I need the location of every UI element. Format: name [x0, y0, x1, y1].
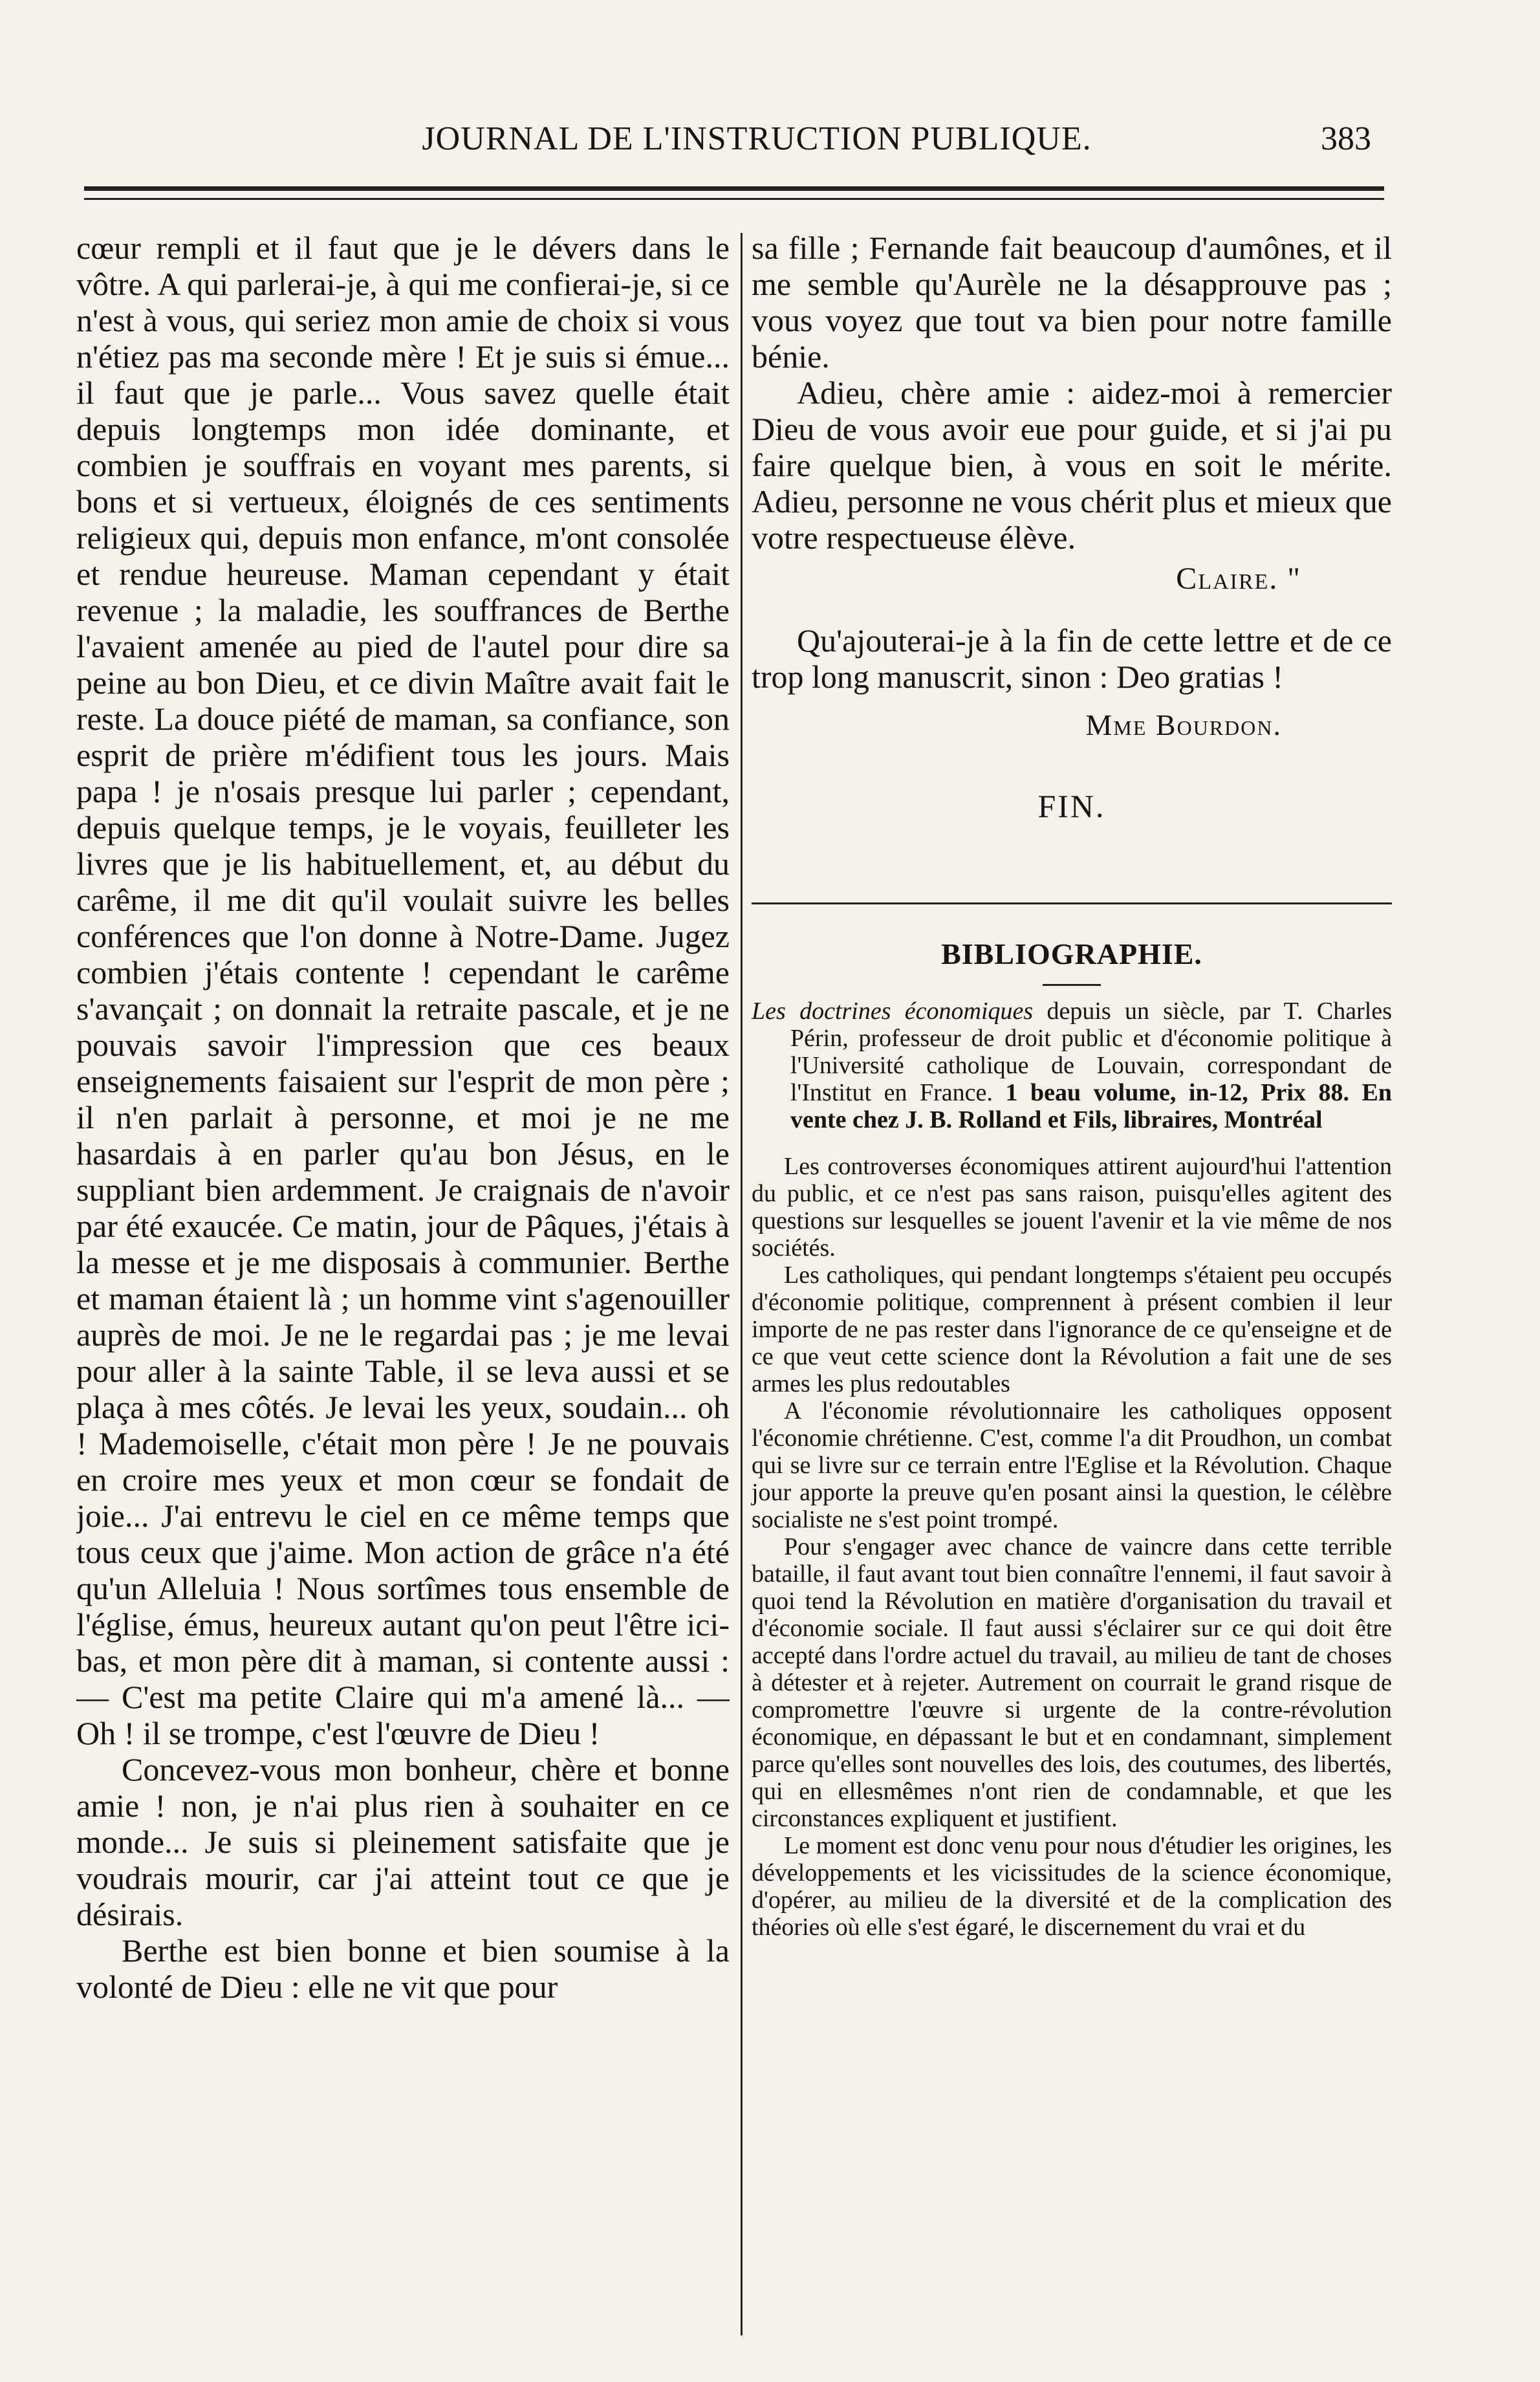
signature-claire: Claire. "	[1176, 562, 1301, 596]
short-rule	[1043, 984, 1101, 986]
right-paragraph: Adieu, chère amie : aidez-moi à remercier Dieu de vous avoir eue pour guide, et si j'ai pu faire quelque bien, à vous en soit le mérite. Adieu, personne ne vous chérit plus et mieux que votre respectueuse élève.	[752, 375, 1392, 556]
header-rule-thin	[84, 198, 1384, 200]
header-rule-thick	[84, 186, 1384, 191]
review-paragraph: Les catholiques, qui pendant longtemps s'étaient peu occupés d'économie politique, comprennent à présent combien il leur importe de ne pas rester dans l'ignorance de ce qu'enseigne et de ce que veut cette science dont la Révolution a fait une de ses armes les plus redoutables	[752, 1262, 1392, 1397]
section-divider	[752, 902, 1392, 904]
review-paragraph: Le moment est donc venu pour nous d'étudier les origines, les développements et les vicissitudes de la science économique, d'opérer, au milieu de la diversité et de la complication des théories où elle s'est égaré, le discernement du vrai et du	[752, 1832, 1392, 1941]
book-entry	[752, 998, 1392, 1133]
left-paragraph: Concevez-vous mon bonheur, chère et bonne amie ! non, je n'ai plus rien à souhaiter en ce monde... Je suis si pleinement satisfaite que je voudrais mourir, car j'ai atteint tout ce que je désirais.	[76, 1751, 730, 1932]
left-paragraph: Berthe est bien bonne et bien soumise à la volonté de Dieu : elle ne vit que pour	[76, 1932, 730, 2005]
running-title: JOURNAL DE L'INSTRUCTION PUBLIQUE.	[422, 120, 1092, 157]
page-header	[78, 120, 1371, 178]
bibliography-heading: BIBLIOGRAPHIE.	[941, 937, 1202, 970]
left-paragraph: cœur rempli et il faut que je le dévers dans le vôtre. A qui parlerai-je, à qui me confierai-je, si ce n'est à vous, qui seriez mon amie de choix si vous n'étiez pas ma seconde mère ! Et je suis si émue... il faut que je parle... Vous savez quelle était depuis longtemps mon idée dominante, et combien je souffrais en voyant mes parents, si bons et si vertueux, éloignés de ces sentiments religieux qui, depuis mon enfance, m'ont consolée et rendue heureuse. Maman cependant y était revenue ; la maladie, les souffrances de Berthe l'avaient amenée au pied de l'autel pour dire sa peine au bon Dieu, et ce divin Maître avait fait le reste. La douce piété de maman, sa confiance, son esprit de prière m'édifient tous les jours. Mais papa ! je n'osais presque lui parler ; cependant, depuis quelque temps, je le voyais, feuilleter les livres que je lis habituellement, et, au début du carême, il me dit qu'il voulait suivre les belles conférences que l'on donne à Notre-Dame. Jugez combien j'étais contente ! cependant le carême s'avançait ; on donnait la retraite pascale, et je ne pouvais savoir l'impression que ces beaux enseignements faisaient sur l'esprit de mon père ; il n'en parlait à personne, et moi je ne me hasardais à en parler qu'au bon Jésus, en le suppliant bien ardemment. Je craignais de n'avoir par été exaucée. Ce matin, jour de Pâques, j'étais à la messe et je me disposais à communier. Berthe et maman étaient là ; un homme vint s'agenouiller auprès de moi. Je ne le regardai pas ; je me levai pour aller à la sainte Table, il se leva aussi et se plaça à mes côtés. Je levai les yeux, soudain... oh ! Mademoiselle, c'était mon père ! Je ne pouvais en croire mes yeux et mon cœur se fondait de joie... J'ai entrevu le ciel en ce même temps que tous ceux que j'aime. Mon action de grâce n'a été qu'un Alleluia ! Nous sortîmes tous ensemble de l'église, émus, heureux autant qu'on peut l'être ici-bas, et mon père dit à maman, si contente aussi :— C'est ma petite Claire qui m'a amené là... — Oh ! il se trompe, c'est l'œuvre de Dieu !	[76, 230, 730, 1751]
review-text	[752, 1153, 1392, 1941]
right-column	[732, 230, 1392, 2300]
book-description: depuis un siècle, par T. Charles Périn, professeur de droit public et d'économie politique à l'Université catholique de Louvain, correspondant de l'Institut en France.	[790, 998, 1392, 1106]
review-paragraph: Pour s'engager avec chance de vaincre dans cette terrible bataille, il faut avant tout bien connaître l'ennemi, il faut savoir à quoi tend la Révolution en matière d'organisation du travail et d'économie sociale. Il faut aussi s'éclairer sur ce qui doit être accepté dans l'ordre actuel du travail, au milieu de tant de choses à détester et à rejeter. Autrement on courrait le grand risque de compromettre l'œuvre si urgente de la contre-révolution économique, en dépassant le but et en condamnant, simplement parce qu'elles sont nouvelles des lois, des coutumes, des libertés, qui en ellesmêmes n'ont rien de condamnable, et que les circonstances expliquent et justifient.	[752, 1533, 1392, 1832]
review-paragraph: Les controverses économiques attirent aujourd'hui l'attention du public, et ce n'est pas sans raison, puisqu'elles agitent des questions sur lesquelles se jouent l'avenir et la vie même de nos sociétés.	[752, 1153, 1392, 1262]
closing-paragraph: Qu'ajouterai-je à la fin de cette lettre et de ce trop long manuscrit, sinon : Deo gratias !	[752, 622, 1392, 695]
book-title: Les doctrines économiques	[752, 998, 1034, 1025]
review-paragraph: A l'économie révolutionnaire les catholiques opposent l'économie chrétienne. C'est, comme l'a dit Proudhon, un combat qui se livre sur ce terrain entre l'Eglise et la Révolution. Chaque jour apporte la preuve qu'en posant ainsi la question, le célèbre socialiste ne s'est point trompé.	[752, 1397, 1392, 1533]
left-column	[76, 230, 730, 2300]
book-details: 1 beau volume, in-12, Prix 88. En vente chez J. B. Rolland et Fils, libraires, Montréal	[790, 1079, 1392, 1133]
right-paragraph: sa fille ; Fernande fait beaucoup d'aumônes, et il me semble qu'Aurèle ne la désapprouve pas ; vous voyez que tout va bien pour notre famille bénie.	[752, 230, 1392, 375]
page-number: 383	[1321, 120, 1371, 157]
fin-label: FIN.	[1037, 788, 1106, 824]
signature-bourdon: Mme Bourdon.	[1085, 708, 1282, 741]
